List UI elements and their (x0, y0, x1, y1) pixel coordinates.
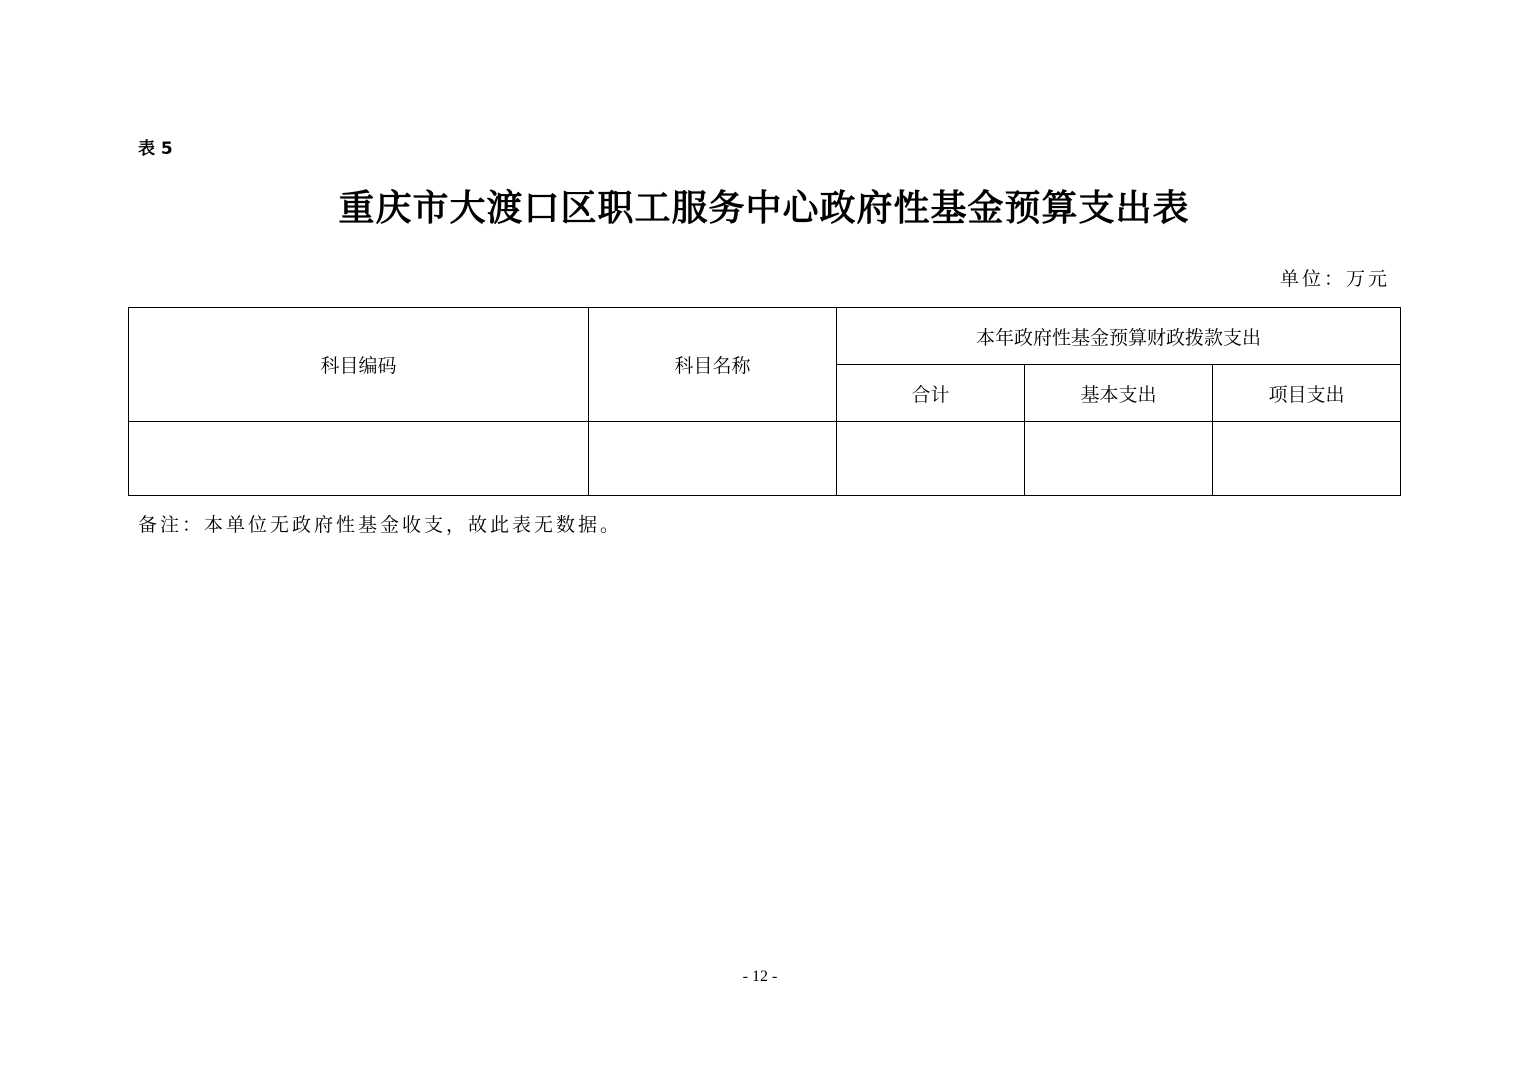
header-subject-name: 科目名称 (589, 308, 837, 422)
unit-label: 单位：万元 (1279, 268, 1390, 290)
cell-total (837, 422, 1025, 496)
table-header-row (129, 308, 1401, 365)
header-total: 合计 (837, 365, 1025, 422)
table-row (129, 422, 1401, 496)
page-title: 重庆市大渡口区职工服务中心政府性基金预算支出表 (338, 187, 1190, 229)
header-project-expenditure: 项目支出 (1213, 365, 1401, 422)
header-expenditure-group: 本年政府性基金预算财政拨款支出 (837, 308, 1401, 365)
cell-subject-code (129, 422, 589, 496)
cell-project-expenditure (1213, 422, 1401, 496)
page-number: - 12 - (742, 968, 778, 985)
cell-subject-name (589, 422, 837, 496)
table-note: 备注：本单位无政府性基金收支，故此表无数据。 (138, 514, 623, 536)
budget-table (128, 307, 1401, 496)
header-basic-expenditure: 基本支出 (1025, 365, 1213, 422)
table-number-label: 表 5 (138, 139, 173, 159)
cell-basic-expenditure (1025, 422, 1213, 496)
header-subject-code: 科目编码 (129, 308, 589, 422)
